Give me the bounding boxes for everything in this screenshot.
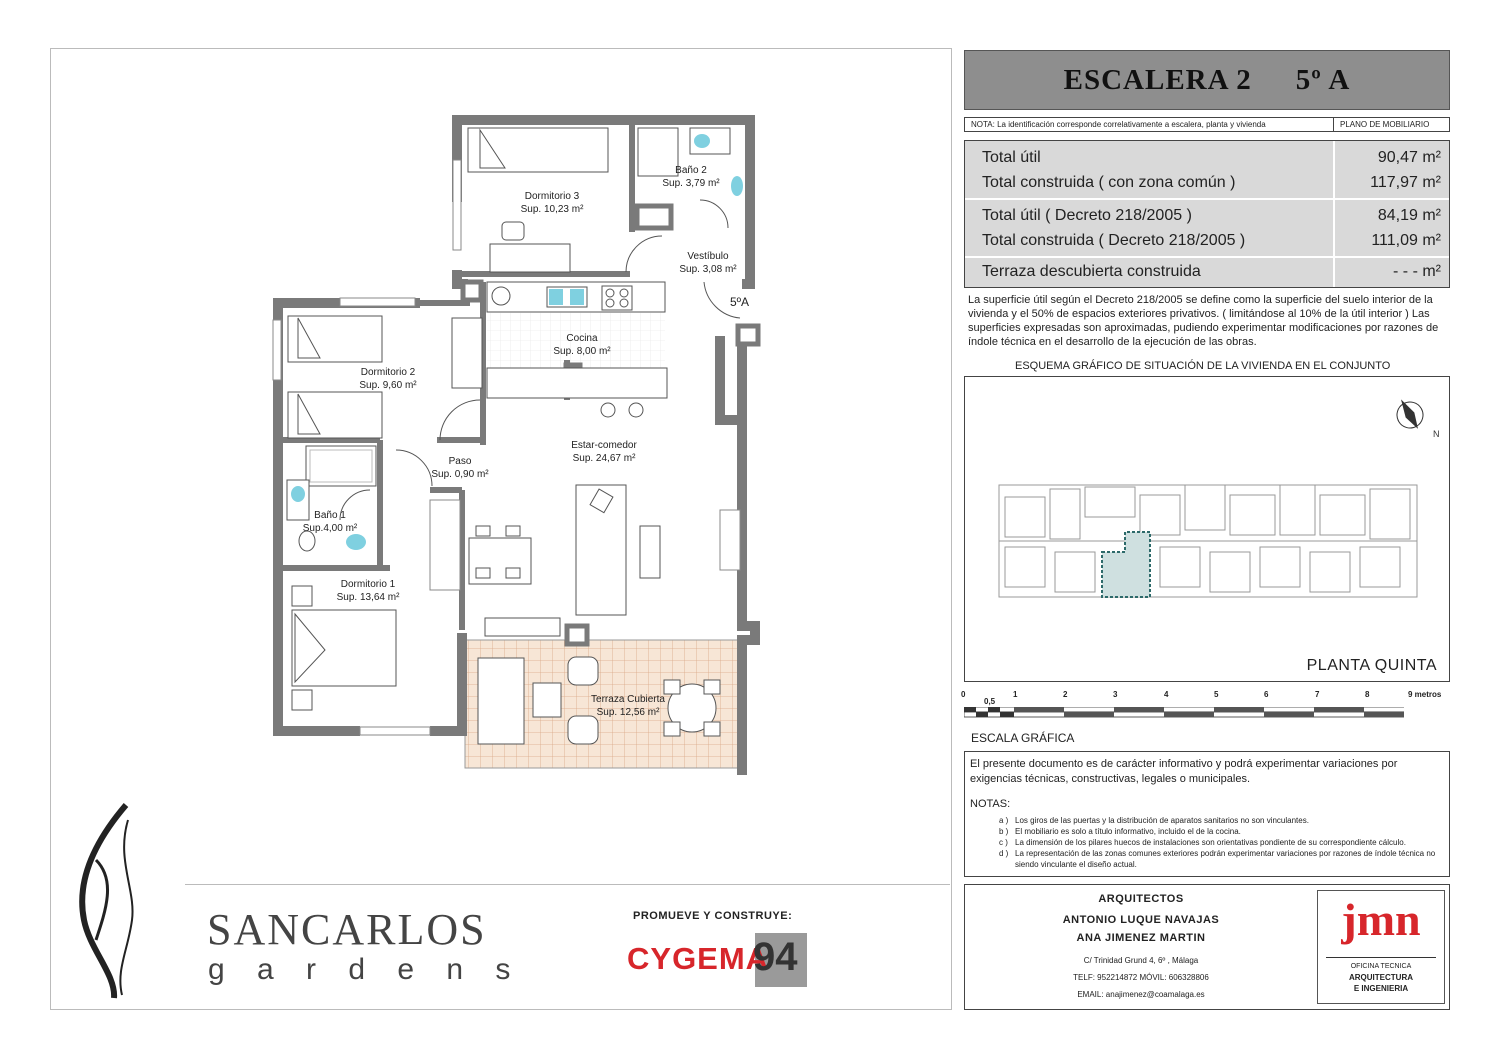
compass-icon bbox=[1390, 393, 1430, 435]
architects-box bbox=[964, 884, 1450, 1010]
scale-tick: 7 bbox=[1315, 690, 1320, 699]
scale-tick: 8 bbox=[1365, 690, 1370, 699]
scale-label: ESCALA GRÁFICA bbox=[971, 731, 1075, 745]
situation-title: ESQUEMA GRÁFICO DE SITUACIÓN DE LA VIVIENDA EN EL CONJUNTO bbox=[1015, 360, 1391, 372]
scale-tick: 4 bbox=[1164, 690, 1169, 699]
notes-list bbox=[999, 815, 1447, 870]
room-estar-comedor: Estar-comedor Sup. 24,67 m² bbox=[571, 440, 637, 464]
disclaimer-text: El presente documento es de carácter informativo y podrá experimentar variaciones por exigencias técnicas, constructivas, legales o municipales. bbox=[970, 758, 1398, 785]
scale-bar bbox=[958, 690, 1458, 724]
note-row bbox=[964, 117, 1450, 132]
room-vestibulo: Vestíbulo Sup. 3,08 m² bbox=[679, 251, 737, 275]
compass-letter: N bbox=[1433, 429, 1440, 439]
architects-title: ARQUITECTOS bbox=[1098, 893, 1184, 905]
scale-tick: 0 bbox=[961, 690, 966, 699]
definition-text: La superficie útil según el Decreto 218/2005 se define como la superficie del suelo interior de la vivienda y el 50% de espacios exteriores privativos. ( limitándose al 10% de la útil interior ) Las superficies expresadas son aproximadas, pudiendo experimentar modificaciones por razones de índole técnica en el desarrollo de la ejecución de las obras. bbox=[968, 294, 1439, 348]
room-dormitorio-2: Dormitorio 2 Sup. 9,60 m² bbox=[359, 367, 417, 391]
situation-box bbox=[964, 376, 1450, 682]
room-dormitorio-3: Dormitorio 3 Sup. 10,23 m² bbox=[520, 191, 584, 215]
notes-title: NOTAS: bbox=[970, 798, 1011, 810]
areas-table: Total útil 90,47 m² Total construida ( con zona común ) 117,97 m² Total útil ( Decreto 218/2005 ) 84,19 m² Total construida ( Decreto 218/2005 ) 111,09 m² Terraza descubierta construida - - - m² bbox=[964, 140, 1450, 288]
architect-name-2: ANA JIMENEZ MARTIN bbox=[1076, 932, 1206, 944]
scale-tick: 5 bbox=[1214, 690, 1219, 699]
plan-type: PLANO DE MOBILIARIO bbox=[1340, 120, 1430, 129]
floor-label: PLANTA QUINTA bbox=[1306, 657, 1437, 674]
page-title: ESCALERA 2 bbox=[1063, 63, 1252, 96]
unit-highlight bbox=[1102, 532, 1150, 597]
architect-address: C/ Trinidad Grund 4, 6º , Málaga bbox=[1083, 956, 1199, 965]
brand-name: SANCARLOS bbox=[207, 905, 487, 954]
note-item: c ) La dimensión de los pilares huecos de instalaciones son orientativas pondiente de su correspondiente cálculo. bbox=[999, 838, 1406, 847]
note-item: b ) El mobiliario es solo a título informativo, incluido el de la cocina. bbox=[999, 827, 1241, 836]
unit-tag: 5ºA bbox=[730, 295, 750, 309]
room-dormitorio-1: Dormitorio 1 Sup. 13,64 m² bbox=[336, 579, 400, 603]
jmn-sub-3: E INGENIERIA bbox=[1353, 984, 1409, 993]
promoter-logo bbox=[627, 933, 809, 989]
title-box bbox=[964, 50, 1450, 110]
jmn-logo-text: jmn bbox=[1341, 894, 1421, 945]
promoter-label: PROMUEVE Y CONSTRUYE: bbox=[633, 910, 793, 922]
promoter-logo-number: 94 bbox=[753, 935, 798, 979]
room-bano-2: Baño 2 Sup. 3,79 m² bbox=[662, 165, 720, 189]
jmn-sub-1: OFICINA TECNICA bbox=[1350, 963, 1412, 970]
site-plan bbox=[965, 377, 1449, 681]
unit-title: 5º A bbox=[1295, 63, 1351, 96]
floor-plan bbox=[0, 0, 960, 780]
disclaimer-box bbox=[964, 751, 1450, 877]
architect-name-1: ANTONIO LUQUE NAVAJAS bbox=[1062, 914, 1220, 926]
architect-phones: TELF: 952214872 MÓVIL: 606328806 bbox=[1073, 973, 1209, 982]
room-bano-1: Baño 1 Sup.4,00 m² bbox=[302, 510, 358, 534]
jmn-logo bbox=[1317, 890, 1445, 1004]
brand-logo-icon bbox=[76, 800, 156, 1000]
brand-divider bbox=[185, 884, 950, 885]
room-paso: Paso Sup. 0,90 m² bbox=[431, 456, 489, 480]
note-item: a ) Los giros de las puertas y la distribución de aparatos sanitarios no son vinculantes. bbox=[999, 816, 1309, 825]
scale-tick: 0,5 bbox=[984, 697, 996, 706]
scale-tick: 1 bbox=[1013, 690, 1018, 699]
scale-tick: 6 bbox=[1264, 690, 1269, 699]
scale-tick: 2 bbox=[1063, 690, 1068, 699]
scale-tick: 3 bbox=[1113, 690, 1118, 699]
room-terraza: Terraza Cubierta Sup. 12,56 m² bbox=[591, 694, 665, 718]
note-text: NOTA: La identificación corresponde correlativamente a escalera, planta y vivienda bbox=[965, 118, 1334, 131]
jmn-sub-2: ARQUITECTURA bbox=[1349, 973, 1413, 982]
note-item: d ) La representación de las zonas comunes exteriores podrán experimentar variaciones por razones de índole técnica no siendo vinculante el diseño actual. bbox=[999, 849, 1436, 869]
brand-sub: g a r d e n s bbox=[208, 953, 523, 986]
architect-email: EMAIL: anajimenez@coamalaga.es bbox=[1077, 990, 1205, 999]
room-cocina: Cocina Sup. 8,00 m² bbox=[553, 333, 611, 357]
scale-tick: 9 metros bbox=[1408, 690, 1442, 699]
promoter-logo-text: CYGEMA bbox=[627, 941, 770, 976]
